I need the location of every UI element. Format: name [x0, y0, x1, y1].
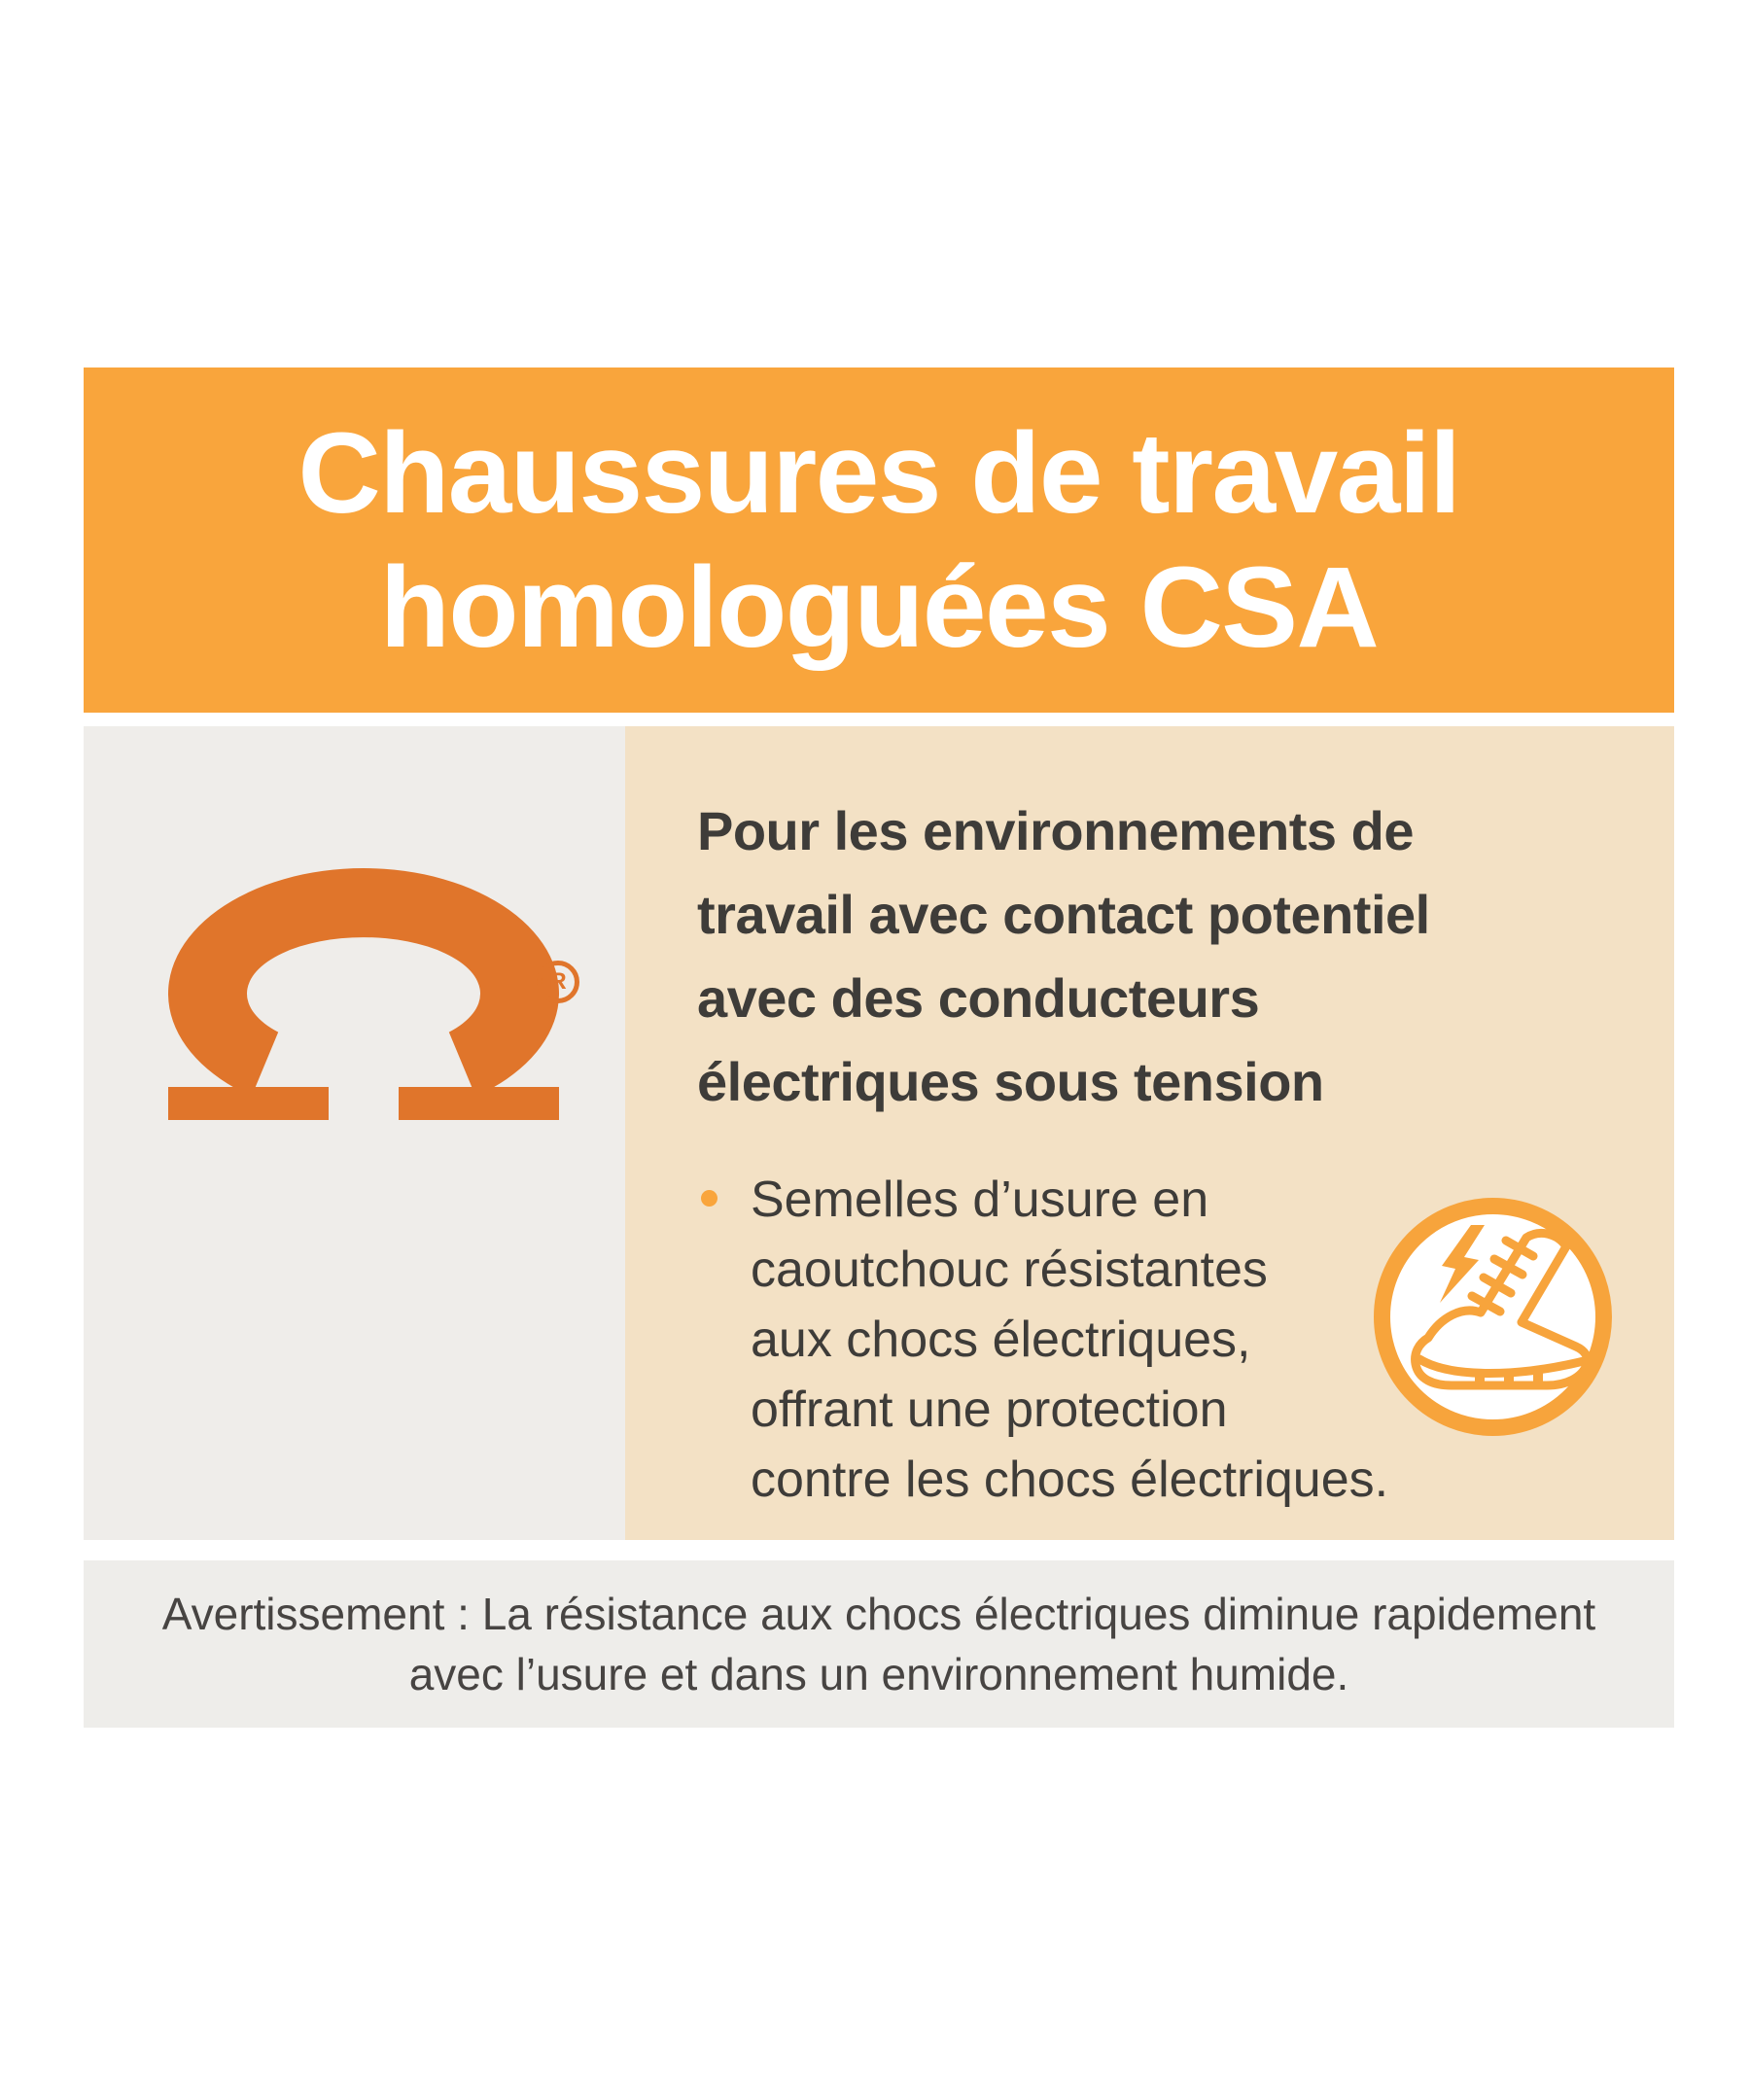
bullet-line: contre les chocs électriques. — [751, 1452, 1389, 1508]
bullet-item — [751, 1165, 1431, 1515]
panel-heading-line: avec des conducteurs — [697, 967, 1260, 1029]
bullet-dot-icon — [701, 1190, 718, 1207]
warning-text-line: Avertissement : La résistance aux chocs électriques diminue rapidement — [161, 1589, 1596, 1639]
page-title-line-1: Chaussures de travail — [298, 408, 1460, 538]
panel-heading — [697, 789, 1650, 1124]
bullet-line: offrant une protection — [751, 1382, 1228, 1438]
page-title-line-2: homologuées CSA — [379, 542, 1379, 672]
title-band — [84, 368, 1674, 713]
omega-icon — [168, 868, 559, 1120]
panel-heading-line: travail avec contact potentiel — [697, 884, 1430, 945]
bullet-line: Semelles d’usure en — [751, 1172, 1209, 1228]
warning-text-line: avec l’usure et dans un environnement humide. — [408, 1649, 1349, 1699]
omega-logo-panel — [84, 726, 625, 1540]
bullet-line: caoutchouc résistantes — [751, 1242, 1268, 1298]
electric-hazard-boot-icon — [1374, 1198, 1612, 1436]
warning-strip — [84, 1560, 1674, 1728]
panel-heading-line: électriques sous tension — [697, 1051, 1324, 1112]
bullet-line: aux chocs électriques, — [751, 1312, 1251, 1368]
panel-heading-line: Pour les environnements de — [697, 800, 1414, 861]
registered-letter: R — [549, 968, 567, 995]
registered-trademark-icon — [537, 961, 579, 1003]
